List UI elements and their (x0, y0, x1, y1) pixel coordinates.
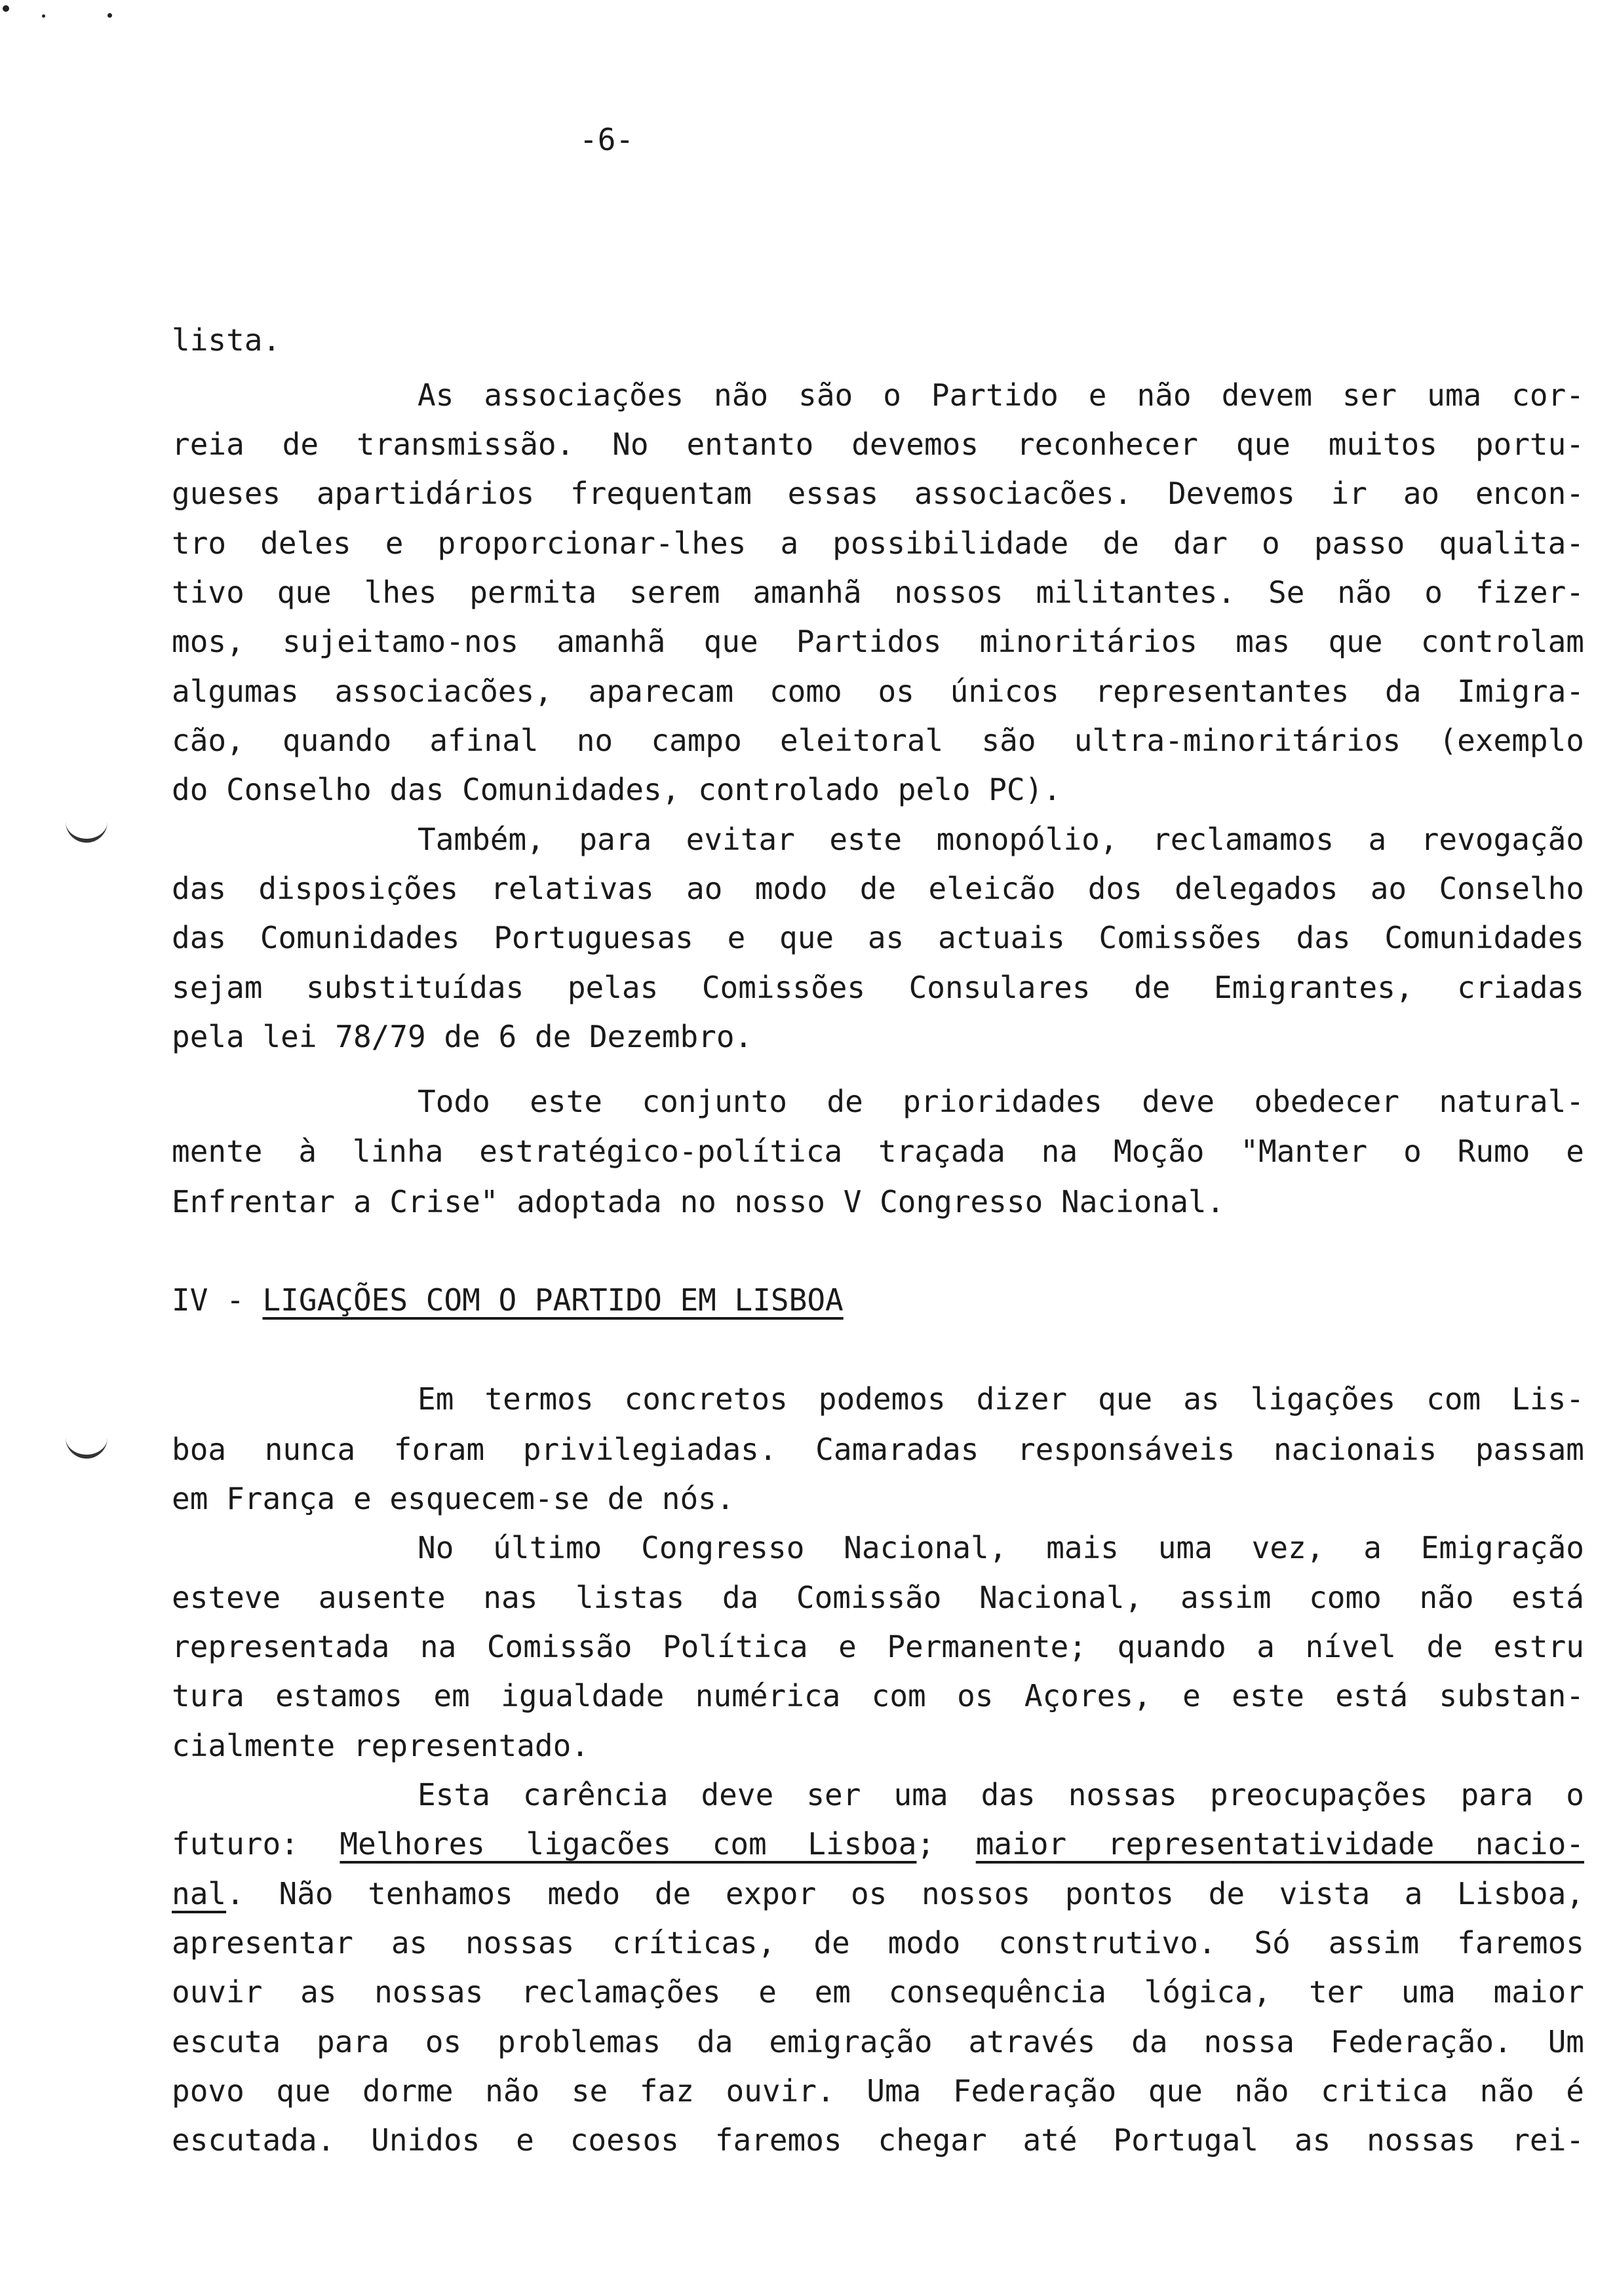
text-line: gueses apartidários frequentam essas associacões. Devemos ir ao encon- (172, 476, 1584, 511)
text-line: escutada. Unidos e coesos faremos chegar até Portugal as nossas rei- (172, 2122, 1584, 2158)
text-line: reia de transmissão. No entanto devemos reconhecer que muitos portu- (172, 427, 1584, 462)
text-fragment: ; (916, 1826, 976, 1862)
binder-hole-mark (66, 818, 107, 843)
text-line: cão, quando afinal no campo eleitoral são ultra-minoritários (exemplo (172, 723, 1584, 758)
text-line: lista. (172, 322, 281, 358)
page-number: -6- (579, 122, 634, 157)
text-line: Também, para evitar este monopólio, reclamamos a revogação (418, 822, 1584, 857)
text-line: do Conselho das Comunidades, controlado pelo PC). (172, 772, 1062, 807)
text-line: Esta carência deve ser uma das nossas preocupações para o (418, 1777, 1584, 1812)
underlined-phrase-lisboa: Melhores ligacões com Lisboa (340, 1826, 917, 1862)
text-line: As associações não são o Partido e não devem ser uma cor- (418, 377, 1584, 413)
text-line: mos, sujeitamo-nos amanhã que Partidos minoritários mas que controlam (172, 624, 1584, 659)
text-fragment: futuro: (172, 1826, 340, 1862)
text-line (172, 1825, 1584, 1863)
speck-mark (42, 14, 45, 18)
text-line: tivo que lhes permita serem amanhã nossos militantes. Se não o fizer- (172, 575, 1584, 610)
speck-mark (107, 13, 112, 18)
text-line (172, 1875, 1584, 1913)
text-line: representada na Comissão Política e Permanente; quando a nível de estru (172, 1629, 1584, 1664)
text-line: tro deles e proporcionar-lhes a possibilidade de dar o passo qualita- (172, 526, 1584, 561)
underlined-phrase-representatividade: maior representatividade nacio- (975, 1826, 1584, 1862)
section-heading (172, 1281, 1584, 1319)
text-line: pela lei 78/79 de 6 de Dezembro. (172, 1019, 753, 1054)
underlined-phrase-continuation: nal (172, 1876, 227, 1911)
text-line: ouvir as nossas reclamações e em consequência lógica, ter uma maior (172, 1974, 1584, 2010)
text-line: cialmente representado. (172, 1728, 589, 1763)
text-line: das disposições relativas ao modo de eleicão dos delegados ao Conselho (172, 871, 1584, 906)
text-line: sejam substituídas pelas Comissões Consulares de Emigrantes, criadas (172, 970, 1584, 1005)
text-fragment: . Não tenhamos medo de expor os nossos pontos de vista a Lisboa, (226, 1876, 1584, 1911)
text-line: mente à linha estratégico-política traçada na Moção "Manter o Rumo e (172, 1134, 1584, 1169)
text-line: boa nunca foram privilegiadas. Camaradas responsáveis nacionais passam (172, 1432, 1584, 1467)
section-number: IV - (172, 1282, 263, 1318)
text-line: Todo este conjunto de prioridades deve obedecer natural- (418, 1084, 1584, 1119)
binder-hole-mark (66, 1434, 107, 1459)
speck-mark (3, 5, 9, 12)
text-line: Enfrentar a Crise" adoptada no nosso V Congresso Nacional. (172, 1184, 1225, 1219)
text-line: No último Congresso Nacional, mais uma vez, a Emigração (418, 1530, 1584, 1565)
text-line: escuta para os problemas da emigração através da nossa Federação. Um (172, 2024, 1584, 2059)
text-line: povo que dorme não se faz ouvir. Uma Federação que não critica não é (172, 2073, 1584, 2109)
text-line: apresentar as nossas críticas, de modo construtivo. Só assim faremos (172, 1925, 1584, 1961)
text-line: esteve ausente nas listas da Comissão Nacional, assim como não está (172, 1580, 1584, 1615)
section-title: LIGAÇÕES COM O PARTIDO EM LISBOA (262, 1282, 844, 1318)
text-line: Em termos concretos podemos dizer que as ligações com Lis- (418, 1381, 1584, 1417)
text-line: em França e esquecem-se de nós. (172, 1481, 735, 1516)
text-line: das Comunidades Portuguesas e que as actuais Comissões das Comunidades (172, 920, 1584, 955)
text-line: algumas associacões, aparecam como os únicos representantes da Imigra- (172, 674, 1584, 709)
text-line: tura estamos em igualdade numérica com os Açores, e este está substan- (172, 1678, 1584, 1713)
